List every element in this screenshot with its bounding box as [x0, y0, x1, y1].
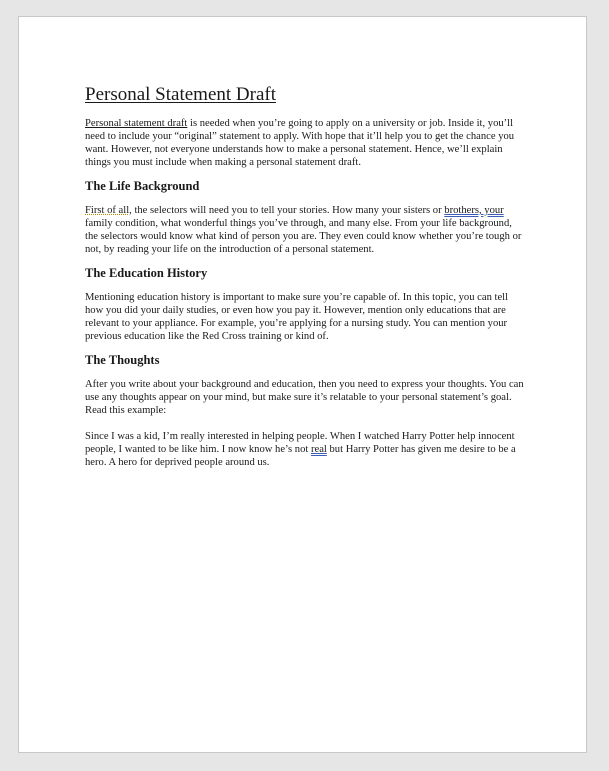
document-title: Personal Statement Draft — [85, 84, 277, 105]
example-paragraph — [85, 430, 525, 469]
life-text-a: the selectors will need you to tell your stories. How many your sisters or — [131, 205, 445, 216]
example-text-a: Since I was a kid, I’m really interested in helping people. When I watched Harry Potter help innocent people, I wanted to be like him. I now know he’s not — [85, 431, 515, 455]
education-paragraph: Mentioning education history is important to make sure you’re capable of. In this topic, you can tell how you did your daily studies, or even how you pay it. However, mention only educations that are relevant to your appliance. For example, you’re applying for a nursing study. You can mention your previous education like the Red Cross training or kind of. — [85, 292, 509, 342]
example-text-b: but Harry Potter has given me desire to be a hero. A hero for deprived people around us. — [85, 444, 516, 468]
document-page — [18, 16, 587, 753]
intro-link-text: Personal statement draft — [85, 118, 188, 129]
life-background-paragraph — [85, 204, 525, 256]
document-body[interactable] — [85, 83, 525, 469]
intro-text: is needed when you’re going to apply on a university or job. Inside it, you’ll need to include your “original” statement to apply. With hope that it’ll help you to get the chance you want. However, not everyone understands how to make a personal statement. Hence, we’ll explain things you must include when making a personal statement draft. — [85, 118, 515, 168]
grammar-flag-first-of-all[interactable]: First of all, — [85, 205, 132, 216]
heading-thoughts: The Thoughts — [85, 353, 160, 367]
intro-paragraph — [85, 117, 525, 169]
paragraph-gap — [85, 417, 525, 430]
heading-life-background: The Life Background — [85, 179, 200, 193]
spell-flag-brothers-your[interactable]: brothers, your — [444, 205, 504, 216]
thoughts-paragraph: After you write about your background and education, then you need to express your thoughts. You can use any thoughts appear on your mind, but make sure it’s relatable to your personal statement’s goal. Read this example: — [85, 379, 524, 416]
spell-flag-real[interactable]: real — [310, 444, 327, 455]
life-text-b: family condition, what wonderful things you’ve through, and many else. From your life background, the selectors would know what kind of person you are. They even could know whether you’re tough or not, by reading your life on the introduction of a personal statement. — [85, 218, 522, 255]
heading-education-history: The Education History — [85, 266, 208, 280]
